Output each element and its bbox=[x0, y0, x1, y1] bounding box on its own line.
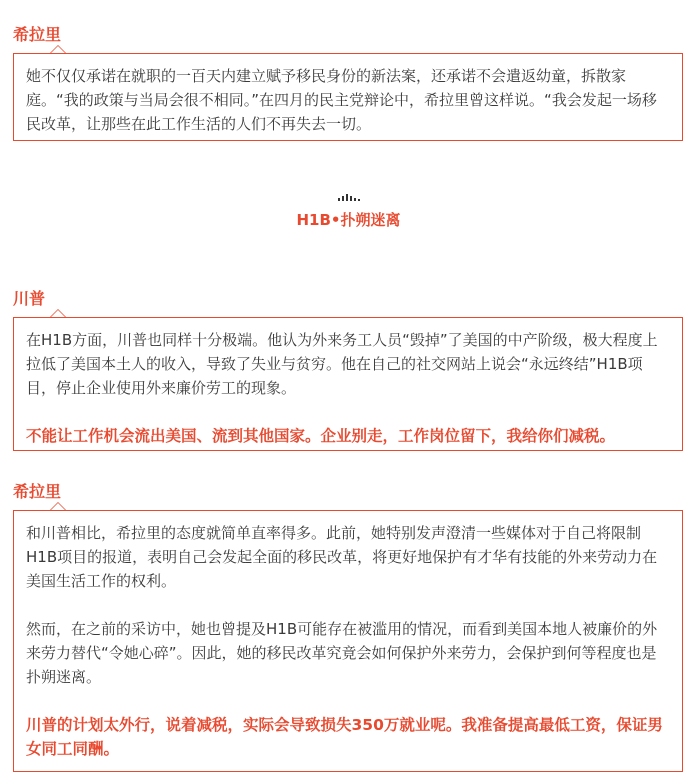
quote-notch bbox=[50, 502, 66, 510]
section-title: H1B•扑朔迷离 bbox=[296, 211, 401, 229]
quote-box bbox=[13, 317, 683, 451]
quote-box bbox=[13, 53, 683, 141]
quote-paragraph: 她不仅仅承诺在就职的一百天内建立赋予移民身份的新法案，还承诺不会遣返幼童，拆散家庭。“我的政策与当局会很不相同。”在四月的民主党辩论中，希拉里曾这样说。“我会发起一场移民改革，让那些在此工作生活的人们不再失去一切。 bbox=[26, 67, 657, 133]
quote-notch bbox=[50, 309, 66, 317]
quote-notch bbox=[50, 45, 66, 53]
quote-box bbox=[13, 510, 683, 772]
speaker-label: 川普 bbox=[13, 289, 46, 308]
speaker-label: 希拉里 bbox=[13, 482, 62, 501]
quote-emphasis: 川普的计划太外行，说着减税，实际会导致损失350万就业呢。我准备提高最低工资，保证男女同工同酬。 bbox=[26, 716, 663, 758]
quote-paragraph: 然而，在之前的采访中，她也曾提及H1B可能存在被滥用的情况，而看到美国本地人被廉价的外来劳力替代“令她心碎”。因此，她的移民改革究竟会如何保护外来劳力，会保护到何等程度也是扑朔迷离。 bbox=[26, 620, 658, 686]
speaker-label: 希拉里 bbox=[13, 25, 62, 44]
signal-bars-icon bbox=[338, 193, 360, 201]
quote-emphasis: 不能让工作机会流出美国、流到其他国家。企业别走，工作岗位留下，我给你们减税。 bbox=[26, 427, 616, 445]
quote-paragraph: 和川普相比，希拉里的态度就简单直率得多。此前，她特别发声澄清一些媒体对于自己将限制H1B项目的报道，表明自己会发起全面的移民改革，将更好地保护有才华有技能的外来劳动力在美国生活工作的权利。 bbox=[26, 524, 658, 590]
quote-paragraph: 在H1B方面，川普也同样十分极端。他认为外来务工人员“毁掉”了美国的中产阶级，极大程度上拉低了美国本土人的收入，导致了失业与贫穷。他在自己的社交网站上说会“永远终结”H1B项目，停止企业使用外来廉价劳工的现象。 bbox=[26, 331, 658, 397]
